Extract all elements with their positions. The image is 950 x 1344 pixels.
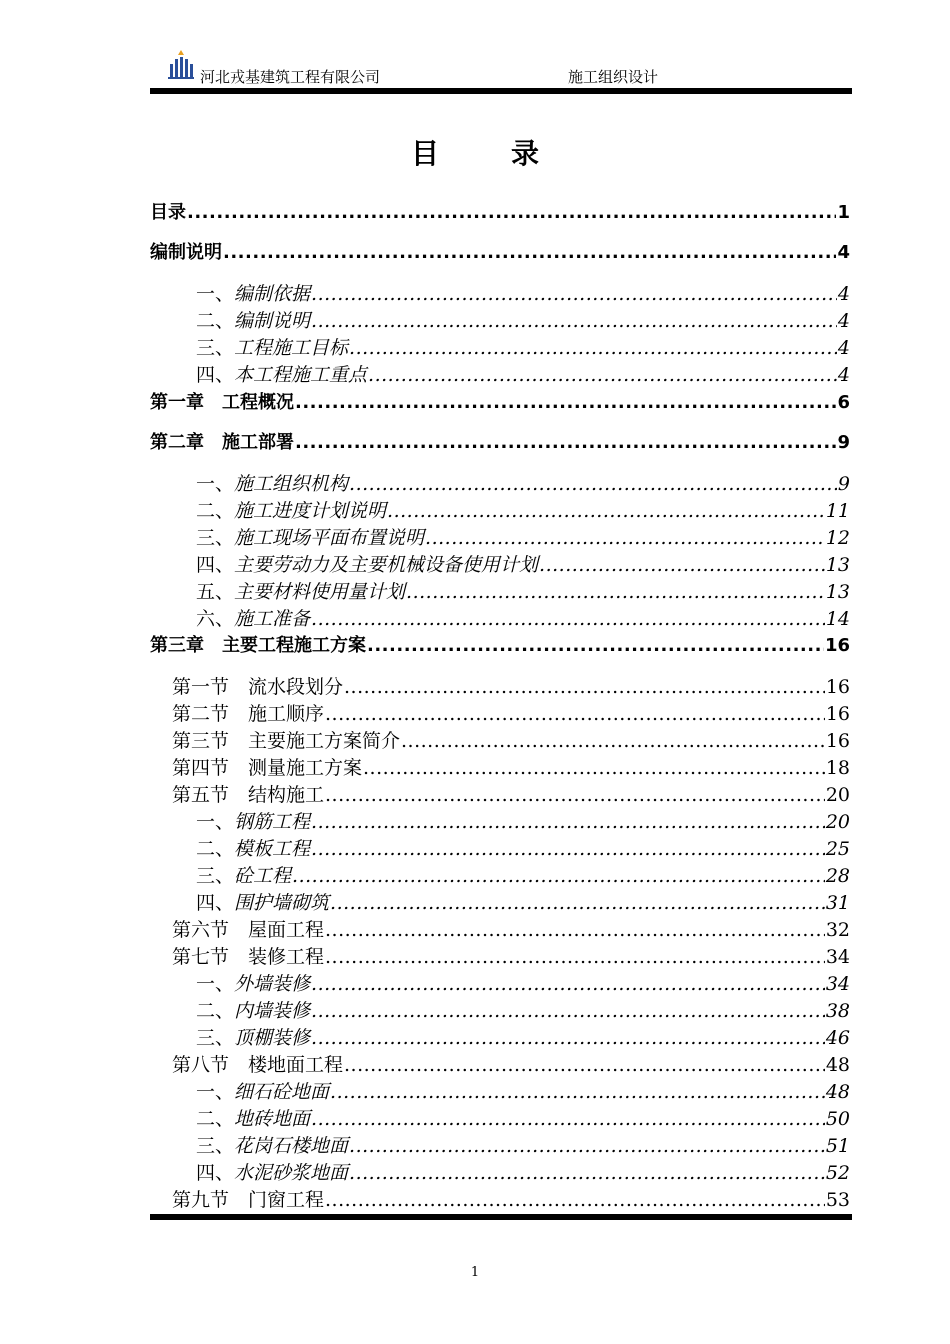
toc-entry-page: 9 [837, 473, 850, 495]
toc-entry-text: 本工程施工重点 [234, 364, 368, 386]
toc-entry-label [196, 969, 310, 996]
toc-entry-number: 三、 [196, 1135, 235, 1157]
toc-leader-dots [187, 202, 836, 223]
toc-entry-page: 4 [837, 242, 850, 263]
toc-entry-page: 14 [825, 608, 850, 630]
toc-entry-page: 25 [825, 838, 850, 860]
toc-entry-label [196, 496, 386, 523]
toc-leader-dots [311, 838, 825, 860]
toc-entry[interactable] [196, 996, 850, 1022]
toc-entry[interactable] [196, 1131, 850, 1157]
toc-entry-page: 16 [825, 676, 850, 698]
toc-entry-page: 28 [825, 865, 850, 887]
toc-leader-dots [349, 337, 837, 359]
toc-entry-label [150, 428, 294, 454]
toc-entry[interactable] [196, 360, 850, 386]
toc-entry-text: 外墙装修 [234, 973, 311, 995]
toc-leader-dots [311, 1000, 825, 1022]
toc-entry-page: 1 [837, 202, 850, 223]
toc-entry[interactable] [172, 1185, 850, 1211]
toc-entry-number: 一、 [196, 811, 235, 833]
toc-entry-page: 11 [825, 500, 850, 522]
toc-entry-number: 三、 [196, 1027, 235, 1049]
toc-leader-dots [295, 392, 836, 413]
toc-leader-dots [311, 1108, 825, 1130]
toc-entry[interactable] [150, 631, 850, 655]
toc-entry[interactable] [196, 333, 850, 359]
toc-entry[interactable] [150, 198, 850, 222]
toc-entry[interactable] [172, 753, 850, 779]
footer-rule [150, 1214, 852, 1220]
toc-entry-text: 编制说明 [234, 310, 311, 332]
toc-entry-number: 六、 [196, 608, 235, 630]
company-name: 河北戎基建筑工程有限公司 [200, 68, 381, 86]
toc-entry[interactable] [196, 1023, 850, 1049]
toc-entry-page: 34 [825, 946, 850, 968]
toc-entry-page: 48 [825, 1081, 850, 1103]
toc-entry-text: 第一节 流水段划分 [172, 676, 344, 698]
toc-entry-label [196, 1077, 329, 1104]
toc-entry[interactable] [172, 1050, 850, 1076]
company-logo-icon [168, 50, 194, 80]
toc-entry-number: 二、 [196, 310, 235, 332]
toc-entry-page: 50 [825, 1108, 850, 1130]
toc-leader-dots [344, 1054, 825, 1076]
toc-entry[interactable] [196, 577, 850, 603]
toc-entry-text: 第五节 结构施工 [172, 784, 325, 806]
toc-entry-label [196, 1131, 348, 1158]
toc-entry-number: 二、 [196, 1108, 235, 1130]
toc-entry-number: 四、 [196, 1162, 235, 1184]
toc-entry-text: 细石砼地面 [234, 1081, 330, 1103]
toc-entry-label [196, 577, 405, 604]
toc-entry-text: 主要材料使用量计划 [234, 581, 406, 603]
toc-entry-text: 施工组织机构 [234, 473, 349, 495]
toc-entry-number: 一、 [196, 473, 235, 495]
toc-entry-number: 一、 [196, 973, 235, 995]
toc-entry-label [196, 1158, 348, 1185]
toc-entry-label [196, 807, 310, 834]
toc-entry-text: 顶棚装修 [234, 1027, 311, 1049]
toc-entry-text: 施工准备 [234, 608, 311, 630]
toc-entry-label [172, 672, 343, 699]
toc-entry[interactable] [196, 1158, 850, 1184]
toc-entry[interactable] [196, 604, 850, 630]
toc-entry-page: 16 [825, 703, 850, 725]
toc-entry-page: 51 [825, 1135, 850, 1157]
toc-entry-page: 4 [837, 310, 850, 332]
toc-entry-number: 三、 [196, 527, 235, 549]
toc-entry-text: 目录 [150, 202, 186, 223]
toc-leader-dots [363, 757, 825, 779]
toc-entry[interactable] [196, 496, 850, 522]
toc-entry-text: 第三节 主要施工方案简介 [172, 730, 401, 752]
toc-entry-number: 一、 [196, 283, 235, 305]
toc-leader-dots [311, 973, 825, 995]
toc-leader-dots [325, 1189, 825, 1211]
toc-leader-dots [311, 310, 837, 332]
toc-entry[interactable] [150, 388, 850, 412]
toc-entry-text: 第六节 屋面工程 [172, 919, 325, 941]
toc-leader-dots [330, 892, 825, 914]
toc-entry-text: 施工现场平面布置说明 [234, 527, 425, 549]
toc-entry-page: 52 [825, 1162, 850, 1184]
toc-entry-label [196, 1023, 310, 1050]
toc-entry[interactable] [150, 428, 850, 452]
toc-entry-label [150, 238, 222, 264]
toc-leader-dots [349, 1135, 825, 1157]
toc-entry-label [196, 996, 310, 1023]
toc-entry-number: 一、 [196, 1081, 235, 1103]
toc-entry-text: 编制依据 [234, 283, 311, 305]
toc-entry-label [196, 1104, 310, 1131]
toc-leader-dots [325, 784, 825, 806]
toc-entry[interactable] [172, 780, 850, 806]
toc-leader-dots [368, 364, 837, 386]
page-number: 1 [470, 1265, 480, 1280]
toc-leader-dots [325, 946, 825, 968]
toc-entry-page: 20 [825, 784, 850, 806]
toc-entry-number: 二、 [196, 500, 235, 522]
toc-entry-number: 三、 [196, 337, 235, 359]
toc-leader-dots [387, 500, 825, 522]
toc-entry-label [172, 1050, 343, 1077]
toc-entry-page: 6 [837, 392, 850, 413]
toc-entry[interactable] [196, 279, 850, 305]
toc-entry-text: 第七节 装修工程 [172, 946, 325, 968]
toc-entry-page: 4 [837, 364, 850, 386]
toc-entry-label [196, 861, 291, 888]
toc-entry[interactable] [196, 969, 850, 995]
toc-entry-text: 围护墙砌筑 [234, 892, 330, 914]
toc-entry-page: 12 [825, 527, 850, 549]
toc-entry-label [172, 753, 362, 780]
toc-entry-page: 53 [825, 1189, 850, 1211]
toc-entry[interactable] [196, 469, 850, 495]
toc-leader-dots [325, 703, 825, 725]
toc-entry-page: 34 [825, 973, 850, 995]
header-document-title: 施工组织设计 [568, 68, 659, 86]
toc-leader-dots [401, 730, 825, 752]
toc-entry-page: 4 [837, 283, 850, 305]
toc-entry-number: 五、 [196, 581, 235, 603]
toc-leader-dots [311, 811, 825, 833]
toc-entry-text: 内墙装修 [234, 1000, 311, 1022]
toc-entry[interactable] [150, 238, 850, 262]
toc-entry-label [172, 699, 324, 726]
toc-entry-page: 31 [825, 892, 850, 914]
toc-entry-page: 20 [825, 811, 850, 833]
toc-entry-label [150, 631, 366, 657]
toc-entry-text: 花岗石楼地面 [234, 1135, 349, 1157]
toc-entry[interactable] [196, 550, 850, 576]
toc-entry-text: 施工进度计划说明 [234, 500, 387, 522]
toc-entry-text: 第二节 施工顺序 [172, 703, 325, 725]
toc-entry-text: 第四节 测量施工方案 [172, 757, 363, 779]
toc-leader-dots [292, 865, 825, 887]
toc-entry-text: 地砖地面 [234, 1108, 311, 1130]
toc-entry-label [172, 1185, 324, 1212]
toc-entry-label [196, 469, 348, 496]
page-header [150, 48, 852, 88]
toc-entry-label [172, 726, 400, 753]
toc-entry-page: 48 [825, 1054, 850, 1076]
toc-leader-dots [311, 283, 837, 305]
toc-entry-text: 第一章 工程概况 [150, 392, 294, 413]
toc-leader-dots [330, 1081, 825, 1103]
toc-entry-page: 32 [825, 919, 850, 941]
toc-entry-number: 二、 [196, 838, 235, 860]
toc-entry-label [196, 279, 310, 306]
toc-entry[interactable] [172, 726, 850, 752]
toc-entry[interactable] [172, 915, 850, 941]
toc-entry-text: 第九节 门窗工程 [172, 1189, 325, 1211]
toc-entry-text: 主要劳动力及主要机械设备使用计划 [234, 554, 539, 576]
toc-entry-text: 模板工程 [234, 838, 311, 860]
toc-entry-page: 4 [837, 337, 850, 359]
toc-entry-number: 四、 [196, 892, 235, 914]
toc-entry-page: 13 [825, 554, 850, 576]
toc-entry-text: 第八节 楼地面工程 [172, 1054, 344, 1076]
toc-leader-dots [367, 635, 824, 656]
toc-entry-page: 9 [837, 432, 850, 453]
toc-entry-text: 第二章 施工部署 [150, 432, 294, 453]
toc-entry-label [196, 360, 367, 387]
toc-entry-label [196, 604, 310, 631]
toc-leader-dots [425, 527, 825, 549]
toc-entry-number: 二、 [196, 1000, 235, 1022]
toc-leader-dots [344, 676, 825, 698]
toc-leader-dots [325, 919, 825, 941]
toc-entry[interactable] [196, 888, 850, 914]
toc-entry[interactable] [196, 1077, 850, 1103]
toc-entry[interactable] [196, 306, 850, 332]
toc-entry[interactable] [172, 699, 850, 725]
page-title: 目录 [410, 137, 611, 170]
toc-entry-label [196, 333, 348, 360]
toc-leader-dots [349, 1162, 825, 1184]
toc-entry-label [196, 523, 424, 550]
toc-entry-text: 砼工程 [234, 865, 292, 887]
toc-entry-page: 13 [825, 581, 850, 603]
toc-entry-label [172, 780, 324, 807]
header-rule [150, 88, 852, 94]
toc-entry-text: 钢筋工程 [234, 811, 311, 833]
toc-entry[interactable] [196, 807, 850, 833]
toc-entry-page: 18 [825, 757, 850, 779]
toc-entry-text: 工程施工目标 [234, 337, 349, 359]
toc-leader-dots [539, 554, 825, 576]
toc-entry[interactable] [196, 861, 850, 887]
toc-entry-text: 第三章 主要工程施工方案 [150, 635, 366, 656]
toc-entry-text: 编制说明 [150, 242, 222, 263]
toc-leader-dots [311, 608, 825, 630]
toc-entry-label [150, 388, 294, 414]
toc-entry-text: 水泥砂浆地面 [234, 1162, 349, 1184]
toc-entry-number: 四、 [196, 554, 235, 576]
toc-entry-label [196, 834, 310, 861]
toc-entry-number: 四、 [196, 364, 235, 386]
toc-leader-dots [349, 473, 837, 495]
toc-entry-label [196, 888, 329, 915]
toc-entry-page: 16 [825, 730, 850, 752]
toc-entry[interactable] [172, 672, 850, 698]
toc-leader-dots [295, 432, 836, 453]
toc-entry-label [196, 306, 310, 333]
toc-entry-label [150, 198, 186, 224]
toc-entry[interactable] [196, 834, 850, 860]
toc-entry-page: 46 [825, 1027, 850, 1049]
toc-leader-dots [223, 242, 836, 263]
toc-entry[interactable] [172, 942, 850, 968]
toc-entry-number: 三、 [196, 865, 235, 887]
toc-entry-label [172, 942, 324, 969]
toc-entry-page: 16 [824, 635, 850, 656]
toc-leader-dots [311, 1027, 825, 1049]
toc-leader-dots [406, 581, 825, 603]
toc-entry[interactable] [196, 523, 850, 549]
toc-entry-label [172, 915, 324, 942]
toc-entry-page: 38 [825, 1000, 850, 1022]
toc-entry-label [196, 550, 538, 577]
toc-entry[interactable] [196, 1104, 850, 1130]
